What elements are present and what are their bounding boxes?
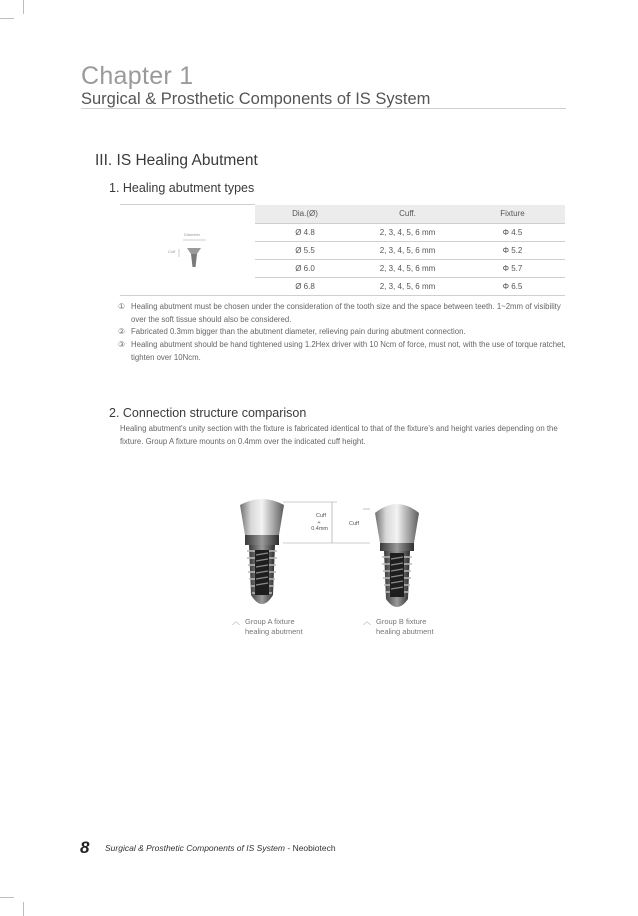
note-number: ③ [118,340,125,350]
note-text: Healing abutment should be hand tightened using 1.2Hex driver with 10 Ncm of force, must not, with the use of torque ratchet, tighten over 10Ncm. [131,340,566,362]
abutment-types-table [120,204,565,296]
caption-line: healing abutment [376,626,434,636]
comparison-description: Healing abutment's unity section with the fixture is fabricated identical to that of the fixture's and height varies depending on the fixture. Group A fixture mounts on 0.4mm over the indicated cuff height. [120,424,558,446]
group-b-abutment [375,504,419,607]
cuff-plus-label: 0.4mm [311,526,328,532]
chapter-title: Chapter 1 [81,62,194,90]
caption-line: Group A fixture [245,617,295,626]
caret-up-icon: ︿ [232,617,240,626]
section-title: III. IS Healing Abutment [95,152,258,169]
fixture-cell: Φ 5.2 [460,241,565,259]
footer-title [105,843,336,853]
caret-up-icon: ︿ [363,617,371,626]
healing-abutment-diagram [120,205,255,293]
chapter-divider [81,108,566,109]
diameter-cell: Ø 6.0 [255,259,355,277]
note-item [118,301,566,326]
fixture-cell: Φ 4.5 [460,223,565,241]
note-text: Healing abutment must be chosen under the consideration of the tooth size and the space between teeth. 1~2mm of visibility over the soft tissue should also be considered. [131,302,561,324]
note-number: ① [118,302,125,311]
cuff-plus-label: + [317,520,321,526]
cuff-label: Cuff [168,249,176,254]
types-heading: 1. Healing abutment types [109,181,255,195]
group-a-abutment [240,499,284,604]
connection-comparison-figure [225,495,435,617]
header-diameter: Dia.(Ø) [255,205,355,224]
note-text: Fabricated 0.3mm bigger than the abutment diameter, relieving pain during abutment connection. [131,327,466,337]
cuff-cell: 2, 3, 4, 5, 6 mm [355,223,460,241]
cuff-cell: 2, 3, 4, 5, 6 mm [355,241,460,259]
crop-mark [0,897,14,898]
fixture-cell: Φ 5.7 [460,259,565,277]
diameter-label: Diameter [184,232,201,237]
caption-line: Group B fixture [376,617,427,626]
note-item [118,326,566,339]
note-number: ② [118,327,125,337]
cuff-cell: 2, 3, 4, 5, 6 mm [355,259,460,277]
notes-list [118,301,566,365]
crop-mark [23,0,24,14]
caption-line: healing abutment [245,626,303,636]
footer-separator: - [285,843,293,853]
caption-group-b [363,617,434,636]
page-number: 8 [80,838,90,857]
abutment-diagram-cell [120,205,255,296]
crop-mark [0,18,14,19]
crop-mark [23,902,24,916]
cuff-cell: 2, 3, 4, 5, 6 mm [355,277,460,295]
diameter-cell: Ø 4.8 [255,223,355,241]
footer-company: Neobiotech [292,843,336,853]
comparison-heading: 2. Connection structure comparison [109,406,307,420]
header-cuff: Cuff. [355,205,460,224]
caption-group-a [232,617,303,636]
chapter-subtitle: Surgical & Prosthetic Components of IS System [81,90,431,108]
note-item [118,339,566,364]
cuff-plus-label: Cuff [316,513,326,519]
fixture-cell: Φ 6.5 [460,277,565,295]
header-fixture: Fixture [460,205,565,224]
diameter-cell: Ø 6.8 [255,277,355,295]
diameter-cell: Ø 5.5 [255,241,355,259]
cuff-label-b: Cuff [349,521,359,527]
footer-book-title: Surgical & Prosthetic Components of IS System [105,843,285,853]
